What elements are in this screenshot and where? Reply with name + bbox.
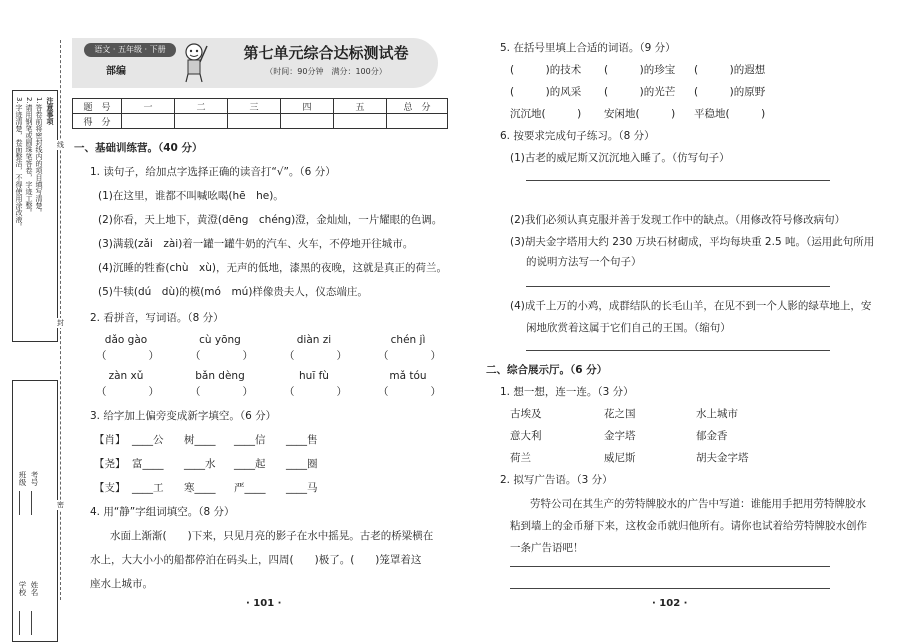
score-input-cell[interactable] (281, 114, 334, 129)
q2-pinyin: diàn zi (296, 334, 332, 346)
score-table-cell: 五 (334, 99, 387, 114)
seal-word-secret: 密 (57, 501, 64, 509)
score-table-score-row (73, 114, 448, 129)
q3-title: 3. 给字加上偏旁变成新字填空。（6 分） (90, 410, 277, 422)
q2-pinyin: zàn xǔ (108, 370, 144, 382)
name-label: 姓名 (30, 581, 39, 596)
score-table-cell: 题 号 (73, 99, 122, 114)
match-item[interactable]: 胡夫金字塔 (696, 452, 749, 464)
q4-title: 4. 用“静”字组词填空。（8 分） (90, 506, 235, 518)
q1-item-4[interactable]: (4)沉睡的牲畜(chù xù)，无声的低地，漆黑的夜晚，这就是真正的荷兰。 (98, 262, 448, 274)
q3-radical: 【尧】 (94, 458, 126, 470)
notice-item-3: 3.字迹清楚，卷面整洁，不得使用涂改液。 (15, 97, 23, 230)
exam-number-label: 考号 (30, 471, 39, 486)
score-table-cell: 三 (228, 99, 281, 114)
q5-title: 5. 在括号里填上合适的词语。（9 分） (500, 42, 676, 54)
q1-item-1[interactable]: (1)在这里，谁都不叫喊吆喝(hē he)。 (98, 190, 284, 202)
score-table-cell: 总 分 (387, 99, 448, 114)
q3-blank[interactable]: 富____ (132, 458, 164, 470)
q1-item-2[interactable]: (2)你看，天上地下，黄澄(dēng chéng)澄，金灿灿，一片耀眼的色调。 (98, 214, 443, 226)
match-item[interactable]: 古埃及 (510, 408, 542, 420)
match-item[interactable]: 荷兰 (510, 452, 531, 464)
q2-answer-box[interactable]: （ ） (378, 386, 441, 398)
page-number-left: · 101 · (246, 598, 282, 609)
q1-item-3[interactable]: (3)满载(zǎi zài)着一罐一罐牛奶的汽车、火车，不停地开往城市。 (98, 238, 414, 250)
page-subtitle: （时间：90分钟 满分：100分） (265, 67, 387, 76)
q6-sentence-3a: (3)胡夫金字塔用大约 230 万块石材砌成，平均每块重 2.5 吨。（运用此句所用 (510, 236, 875, 248)
name-line (31, 611, 32, 635)
q3-blank[interactable]: ____起 (234, 458, 266, 470)
q2-answer-box[interactable]: （ ） (284, 386, 347, 398)
match-item[interactable]: 花之国 (604, 408, 636, 420)
q3-blank[interactable]: ____水 (184, 458, 216, 470)
binding-margin (4, 40, 56, 600)
match-item[interactable]: 威尼斯 (604, 452, 636, 464)
q5-blank[interactable]: ( )的技术 (510, 64, 582, 76)
q6-answer-line-4[interactable] (526, 350, 830, 351)
q8-line-3: 一条广告语吧！ (510, 542, 584, 554)
q6-sentence-4a: (4)成千上万的小鸡，成群结队的长毛山羊，在见不到一个人影的绿草地上，安 (510, 300, 872, 312)
q8-answer-line-2[interactable] (510, 588, 830, 589)
q4-line-1[interactable]: 水面上渐渐( )下来，只见月亮的影子在水中摇晃。古老的桥梁横在 (110, 530, 434, 542)
score-input-cell[interactable] (228, 114, 281, 129)
notice-item-2: 2.请用钢笔或圆珠笔答卷，字迹工整。 (25, 97, 33, 216)
page-number-right: · 102 · (652, 598, 688, 609)
q5-blank[interactable]: ( )的遐想 (694, 64, 766, 76)
q3-radical: 【支】 (94, 482, 126, 494)
q8-title: 2. 拟写广告语。（3 分） (500, 474, 613, 486)
q5-blank[interactable]: ( )的珍宝 (604, 64, 676, 76)
q1-item-5[interactable]: (5)牛犊(dú dù)的模(mó mú)样像贵夫人，仪态端庄。 (98, 286, 368, 298)
q5-blank[interactable]: 沉沉地( ) (510, 108, 582, 120)
score-table-cell: 得 分 (73, 114, 122, 129)
school-label: 学校 (18, 581, 27, 596)
q3-blank[interactable]: ____工 (132, 482, 164, 494)
q1-title: 1. 读句子，给加点字选择正确的读音打“√”。（6 分） (90, 166, 336, 178)
q5-blank[interactable]: 安闲地( ) (604, 108, 676, 120)
score-table-cell: 四 (281, 99, 334, 114)
pencil-mascot-icon (180, 42, 208, 84)
score-input-cell[interactable] (175, 114, 228, 129)
section-1-heading: 一、基础训练营。（40 分） (74, 142, 203, 154)
notice-heading: 注意事项 (46, 97, 54, 125)
seal-word-line: 线 (57, 141, 64, 149)
score-table (72, 98, 448, 129)
q8-answer-line-1[interactable] (510, 566, 830, 567)
class-label: 班级 (18, 471, 27, 486)
q2-pinyin: chén jì (390, 334, 426, 346)
student-info-box (12, 380, 58, 642)
exam-number-line (31, 491, 32, 515)
score-input-cell[interactable] (334, 114, 387, 129)
match-item[interactable]: 意大利 (510, 430, 542, 442)
q2-pinyin: bǎn dèng (195, 370, 245, 382)
subject-tag: 语文 · 五年级 · 下册 (84, 43, 176, 57)
q6-answer-line-1[interactable] (526, 180, 830, 181)
q5-blank[interactable]: 平稳地( ) (694, 108, 766, 120)
seal-word-seal: 封 (57, 319, 64, 327)
q3-blank[interactable]: ____公 (132, 434, 164, 446)
q6-sentence-2[interactable]: (2)我们必须认真克服并善于发现工作中的缺点。（用修改符号修改病句） (510, 214, 846, 226)
q3-blank[interactable]: 严____ (234, 482, 266, 494)
q6-title: 6. 按要求完成句子练习。（8 分） (500, 130, 655, 142)
q2-pinyin: huī fù (299, 370, 329, 382)
q2-pinyin: cù yōng (199, 334, 241, 346)
match-item[interactable]: 金字塔 (604, 430, 636, 442)
q3-blank[interactable]: ____马 (286, 482, 318, 494)
q2-pinyin: mǎ tóu (389, 370, 427, 382)
match-item[interactable]: 水上城市 (696, 408, 738, 420)
q6-answer-line-3[interactable] (526, 286, 830, 287)
match-item[interactable]: 郁金香 (696, 430, 728, 442)
q2-answer-box[interactable]: （ ） (96, 386, 159, 398)
q2-pinyin: dǎo gào (104, 334, 148, 346)
notice-item-1: 1.答卷前将密封线内的项目填写清楚。 (35, 97, 43, 216)
q3-radical: 【肖】 (94, 434, 126, 446)
q3-blank[interactable]: 树____ (184, 434, 216, 446)
q8-line-1: 劳特公司在其生产的劳特牌胶水的广告中写道：谁能用手把用劳特牌胶水 (530, 498, 866, 510)
q6-sentence-1: (1)古老的威尼斯又沉沉地入睡了。（仿写句子） (510, 152, 730, 164)
score-table-header-row (73, 99, 448, 114)
q3-blank[interactable]: ____圈 (286, 458, 318, 470)
q2-answer-box[interactable]: （ ） (190, 350, 253, 362)
q4-line-2[interactable]: 水上，大大小小的船都停泊在码头上，四周( )极了。( )笼罩着这 (90, 554, 422, 566)
section-2-heading: 二、综合展示厅。（6 分） (486, 364, 608, 376)
q2-answer-box[interactable]: （ ） (284, 350, 347, 362)
q5-blank[interactable]: ( )的原野 (694, 86, 766, 98)
q2-answer-box[interactable]: （ ） (190, 386, 253, 398)
q5-blank[interactable]: ( )的风采 (510, 86, 582, 98)
q2-title: 2. 看拼音，写词语。（8 分） (90, 312, 224, 324)
q2-answer-box[interactable]: （ ） (96, 350, 159, 362)
q6-sentence-4b: 闲地欣赏着这属于它们自己的王国。（缩句） (526, 322, 731, 334)
q3-blank[interactable]: ____售 (286, 434, 318, 446)
score-table-cell: 一 (122, 99, 175, 114)
q7-title: 1. 想一想，连一连。（3 分） (500, 386, 634, 398)
q5-blank[interactable]: ( )的光芒 (604, 86, 676, 98)
q3-blank[interactable]: 寒____ (184, 482, 216, 494)
school-line (19, 611, 20, 635)
page-title: 第七单元综合达标测试卷 (243, 44, 409, 62)
q4-line-3: 座水上城市。 (90, 578, 153, 590)
score-table-cell: 二 (175, 99, 228, 114)
score-input-cell[interactable] (122, 114, 175, 129)
q6-sentence-3b: 的说明方法写一个句子） (526, 256, 642, 268)
score-input-cell[interactable] (387, 114, 448, 129)
edition-label: 部编 (106, 66, 126, 77)
q2-answer-box[interactable]: （ ） (378, 350, 441, 362)
class-line (19, 491, 20, 515)
q3-blank[interactable]: ____信 (234, 434, 266, 446)
notice-box (12, 90, 58, 342)
q8-line-2: 粘到墙上的金币掰下来，这枚金币就归他所有。请你也试着给劳特牌胶水创作 (510, 520, 867, 532)
